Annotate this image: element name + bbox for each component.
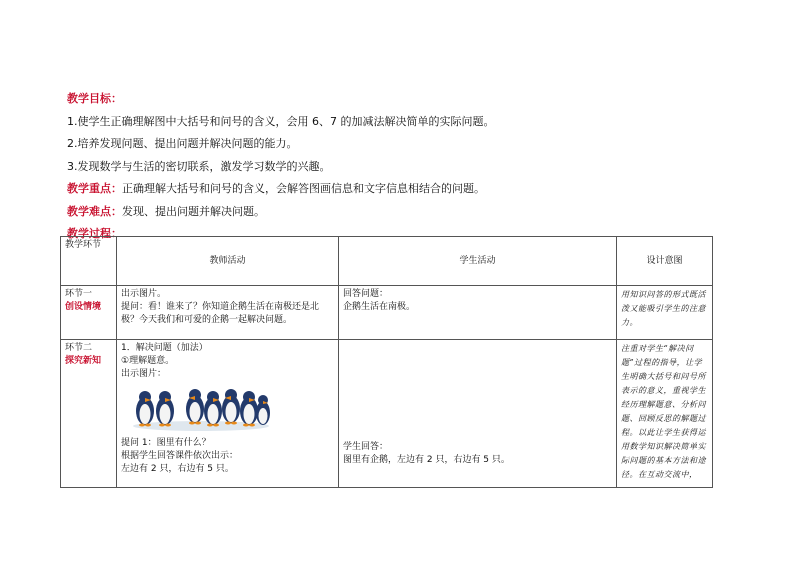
header-intent: 设计意图: [617, 237, 713, 286]
key-point-label: 教学重点：: [67, 182, 122, 195]
intent-cell: 用知识问答的形式既活泼又能吸引学生的注意力。: [617, 286, 713, 340]
teacher-line: 左边有 2 只，右边有 5 只。: [121, 464, 234, 474]
penguin-icon: [156, 391, 174, 427]
penguin-icon: [136, 391, 154, 427]
stage-name: 创设情境: [65, 302, 102, 312]
penguin-icon: [186, 389, 204, 425]
table-row: [61, 340, 713, 488]
teacher-line: 提问：看！谁来了？你知道企鹅生活在南极还是北极？今天我们和可爱的企鹅一起解决问题。: [121, 302, 320, 325]
difficulty-text: 发现、提出问题并解决问题。: [122, 204, 265, 218]
table-row: [61, 286, 713, 340]
teacher-line: 提问 1：图里有什么？: [121, 438, 211, 448]
header-student: 学生活动: [339, 237, 617, 286]
teacher-line: 1．解决问题（加法）: [121, 343, 208, 353]
student-line: 企鹅生活在南极。: [343, 302, 416, 312]
stage-cell: [61, 286, 117, 340]
penguin-icon: [240, 391, 258, 427]
objective-2: 2.培养发现问题、提出问题并解决问题的能力。: [67, 137, 298, 150]
teacher-cell: [117, 286, 339, 340]
lesson-table: [60, 236, 713, 488]
table-header-row: [61, 237, 713, 286]
teacher-cell: [117, 340, 339, 488]
header-stage: 教学环节: [61, 237, 117, 286]
penguins-image: [131, 385, 271, 431]
lesson-header: [67, 88, 727, 246]
objective-1: 1.使学生正确理解图中大括号和问号的含义，会用 6、7 的加减法解决简单的实际问题。: [67, 114, 495, 128]
teacher-line: ①理解题意。: [121, 356, 175, 366]
penguin-icon: [256, 395, 270, 425]
student-line: 图里有企鹅，左边有 2 只，右边有 5 只。: [343, 455, 510, 465]
student-cell: [339, 340, 617, 488]
teacher-line: 根据学生回答课件依次出示：: [121, 451, 239, 461]
stage-cell: [61, 340, 117, 488]
objective-3: 3.发现数学与生活的密切联系，激发学习数学的兴趣。: [67, 159, 331, 173]
difficulty-label: 教学难点：: [67, 204, 122, 218]
penguin-icon: [222, 389, 240, 425]
intent-cell: 注重对学生“解决问题”过程的指导，让学生明确大括号和问号所表示的意义，重视学生经历理解题意、分析问题、回顾反思的解题过程。以此让学生获得运用数学知识解决简单实际问题的基本方法和途径。在互动交流中，: [617, 340, 713, 488]
key-point: [67, 178, 727, 201]
process-label: 教学过程：: [67, 227, 122, 240]
student-cell: [339, 286, 617, 340]
teacher-line: 出示图片。: [121, 289, 167, 299]
key-point-text: 正确理解大括号和问号的含义，会解答图画信息和文字信息相结合的问题。: [122, 182, 485, 195]
difficulty: [67, 201, 727, 224]
stage-number: 环节二: [65, 343, 93, 353]
stage-number: 环节一: [65, 289, 93, 299]
stage-name: 探究新知: [65, 356, 102, 366]
header-teacher: 教师活动: [117, 237, 339, 286]
student-line: 学生回答：: [343, 442, 389, 452]
teacher-line: 出示图片：: [121, 369, 167, 379]
student-line: 回答问题：: [343, 289, 389, 299]
objectives-label: 教学目标：: [67, 92, 122, 105]
